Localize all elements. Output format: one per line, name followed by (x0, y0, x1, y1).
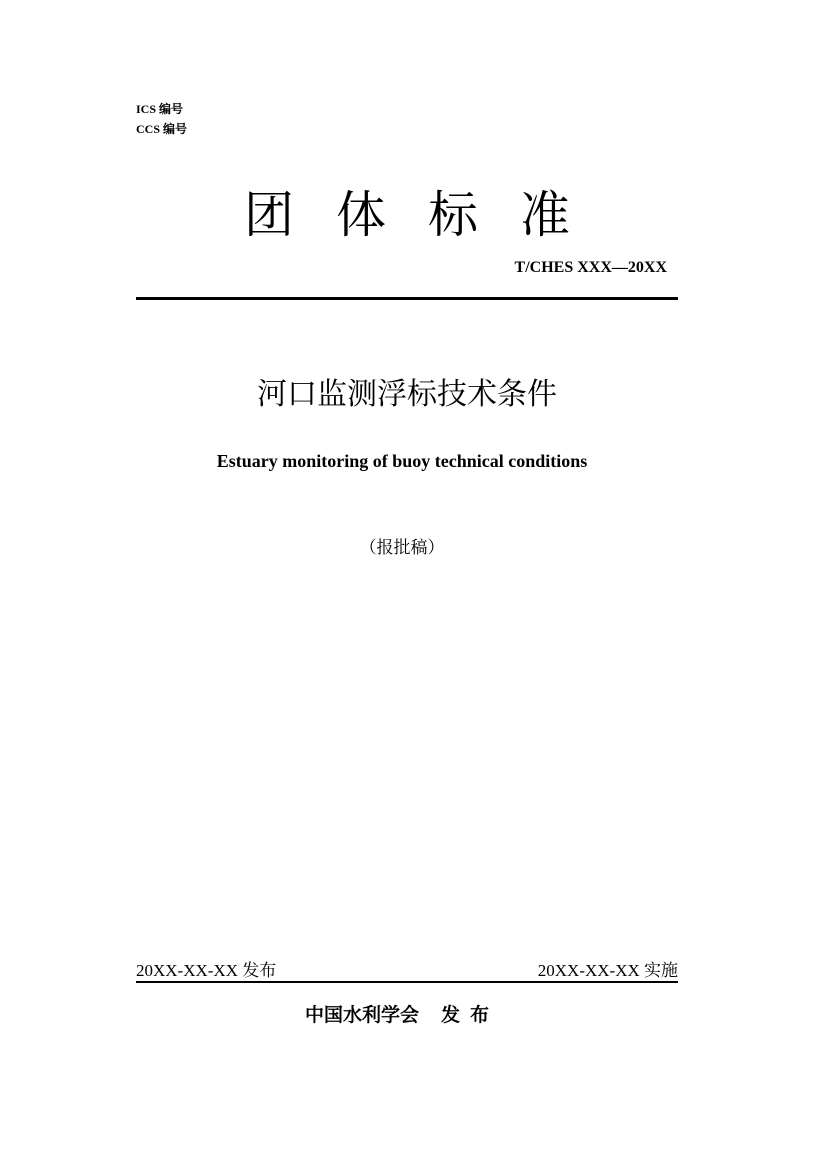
document-title-english: Estuary monitoring of buoy technical conditions (216, 451, 588, 471)
ccs-code-label: CCS 编号 (136, 122, 188, 136)
standard-type-title: 团体标准 (244, 186, 612, 244)
publisher-name: 中国水利学会 (304, 1004, 419, 1026)
implement-date: 20XX-XX-XX 实施 (537, 961, 678, 980)
classification-codes (136, 99, 187, 139)
draft-status: （报批稿） (359, 538, 445, 558)
document-title-chinese: 河口监测浮标技术条件 (257, 377, 557, 412)
publish-date: 20XX-XX-XX 发布 (136, 961, 277, 980)
header-divider (136, 297, 678, 300)
publisher-line (136, 1002, 668, 1028)
footer-divider (136, 981, 678, 983)
publisher-action: 发布 (441, 1004, 500, 1026)
standard-code: T/CHES XXX—20XX (514, 259, 667, 276)
ics-code-label: ICS 编号 (136, 102, 184, 116)
